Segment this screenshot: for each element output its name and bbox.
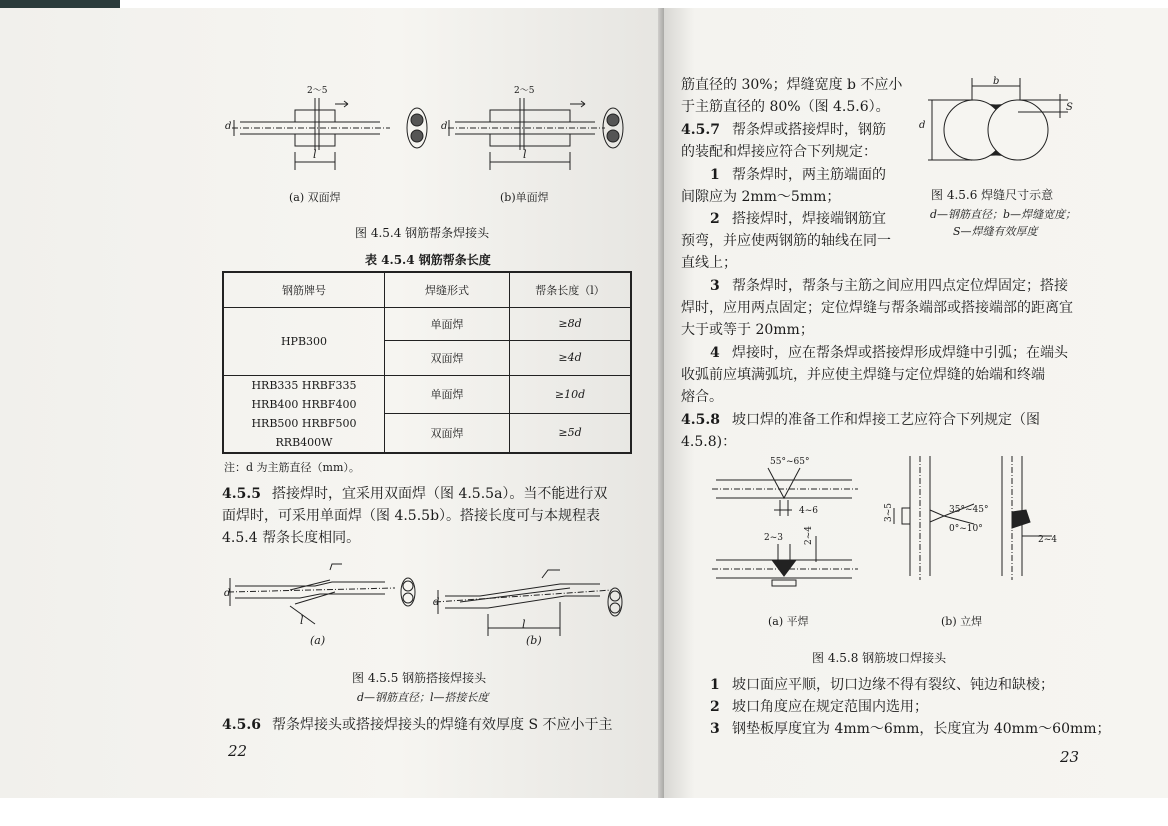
item457-1-line1: 帮条焊时，两主筋端面的 [732,167,886,183]
item457-4-line1: 焊接时，应在帮条焊或搭接焊形成焊缝中引弧；在端头 [732,345,1068,361]
table-header-grade: 钢筋牌号 [223,272,385,307]
item458-2-text: 坡口角度应在规定范围内选用； [732,699,928,715]
fig458-angle-b1: 35°~45° [949,505,989,515]
item458-1-text: 坡口面应平顺，切口边缘不得有裂纹、钝边和缺棱； [732,677,1054,693]
para456-number: 4.5.6 [222,717,261,733]
table-cell-form: 双面焊 [385,414,510,453]
fig458-dim-3-5: 3~5 [884,503,894,522]
fig454-dim-gap-a: 2～5 [307,86,328,96]
item457-4-line3: 熔合。 [681,389,723,405]
fig458-dim-2-3: 2~3 [764,533,783,543]
fig456-label-s: S [1066,102,1073,113]
fig454-caption-b: (b)单面焊 [500,191,549,204]
item457-3-line3: 大于或等于 20mm； [681,322,814,338]
table-grade-line: HRB500 HRBF500 RRB400W [251,416,357,449]
para456-cont-line1: 筋直径的 30%；焊缝宽度 b 不应小 [681,77,903,93]
fig456-label-d: d [919,120,926,131]
fig454-title: 图 4.5.4 钢筋帮条焊接头 [355,226,490,240]
item457-3-line1: 帮条焊时，帮条与主筋之间应用四点定位焊固定；搭接 [732,278,1068,294]
item457-4-number: 4 [710,345,720,361]
item457-3-line2: 焊时，应用两点固定；定位焊缝与帮条端部或搭接端部的距离宜 [681,300,1073,316]
para458-line1: 坡口焊的准备工作和焊接工艺应符合下列规定（图 [732,412,1040,428]
para458-number: 4.5.8 [681,412,720,428]
item458-1-number: 1 [710,677,720,693]
table-cell-form: 双面焊 [385,340,510,375]
fig454-label-d-b: d [441,121,448,132]
table-cell-grade-hrb [223,375,385,453]
page-number-left: 22 [228,742,248,760]
item457-2-line1: 搭接焊时，焊接端钢筋宜 [732,211,886,227]
figure-4-5-6-drawing [918,74,1078,184]
fig454-label-d-a: d [225,121,232,132]
fig454-label-l-b: l [523,148,527,161]
scan-bottom-edge [0,798,1168,826]
fig458-dim-2-4: 2~4 [1038,535,1057,545]
table-header-weld-form: 焊缝形式 [385,272,510,307]
para455-line3: 4.5.4 帮条长度相同。 [222,530,361,546]
page-number-right: 23 [1060,748,1080,766]
fig456-legend1: d—钢筋直径；b—焊缝宽度； [930,208,1077,221]
table-cell-length: ≥8d [510,307,632,340]
fig458-dim-4-6: 4~6 [799,506,818,516]
fig455-label-l-b: l [522,618,526,631]
item458-3-text: 钢垫板厚度宜为 4mm～6mm，长度宜为 40mm～60mm； [732,721,1111,737]
para456-cont-line2: 于主筋直径的 80%（图 4.5.6）。 [681,99,890,115]
para457-line2: 的装配和焊接应符合下列规定： [681,144,877,160]
item458-3-number: 3 [710,721,720,737]
table-rebar-strip-length [222,271,632,454]
para456-text: 帮条焊接头或搭接焊接头的焊缝有效厚度 S 不应小于主 [272,717,613,733]
fig456-title: 图 4.5.6 焊缝尺寸示意 [931,188,1054,202]
fig454-caption-a: (a) 双面焊 [289,191,341,204]
table-cell-form: 单面焊 [385,375,510,414]
para457-number: 4.5.7 [681,122,720,138]
fig455-title: 图 4.5.5 钢筋搭接焊接头 [352,671,487,685]
fig455-caption-b: (b) [526,634,542,647]
fig456-label-b: b [993,76,1000,87]
table-grade-line: HRB335 HRBF335 [251,378,357,392]
table-cell-length: ≥10d [510,375,632,414]
table454-title: 表 4.5.4 钢筋帮条长度 [365,253,491,267]
para455-line2: 面焊时，可采用单面焊（图 4.5.5b）。搭接长度可与本规程表 [222,508,601,524]
para455-line1: 搭接焊时，宜采用双面焊（图 4.5.5a）。当不能进行双 [272,486,608,502]
table-cell-grade-hpb300: HPB300 [223,307,385,375]
item457-3-number: 3 [710,278,720,294]
figure-4-5-8-drawing [712,456,1072,606]
table-grade-line: HRB400 HRBF400 [251,397,357,411]
table454-note: 注：d 为主筋直径（mm）。 [224,461,360,474]
fig458-angle-a: 55°~65° [770,457,810,467]
item458-2-number: 2 [710,699,720,715]
item457-1-number: 1 [710,167,720,183]
figure-4-5-4-drawing [220,80,640,180]
para458-line2: 4.5.8)： [681,434,737,450]
table-cell-length: ≥4d [510,340,632,375]
fig455-legend: d—钢筋直径；l—搭接长度 [357,691,489,704]
para455-number: 4.5.5 [222,486,261,502]
fig455-caption-a: (a) [310,634,326,647]
fig455-label-l-a: l [300,614,304,627]
fig458-caption-a: (a) 平焊 [768,615,809,628]
fig458-angle-b2: 0°~10° [949,524,983,534]
fig455-label-d-b: d [433,597,440,608]
table-cell-length: ≥5d [510,414,632,453]
para457-line1: 帮条焊或搭接焊时，钢筋 [732,122,886,138]
fig454-dim-gap-b: 2～5 [514,86,535,96]
table-cell-form: 单面焊 [385,307,510,340]
fig454-label-l-a: l [313,148,317,161]
fig456-legend2: S—焊缝有效厚度 [953,225,1038,238]
item457-4-line2: 收弧前应填满弧坑，并应使主焊缝与定位焊缝的始端和终端 [681,367,1045,383]
figure-4-5-5-drawing [220,562,640,642]
item457-2-line2: 预弯，并应使两钢筋的轴线在同一 [681,233,891,249]
fig458-caption-b: (b) 立焊 [941,615,983,628]
item457-2-number: 2 [710,211,720,227]
fig458-title: 图 4.5.8 钢筋坡口焊接头 [812,651,947,665]
item457-1-line2: 间隙应为 2mm～5mm； [681,189,841,205]
item457-2-line3: 直线上； [681,255,737,271]
fig455-label-d-a: d [224,588,231,599]
table-header-strip-length: 帮条长度（l） [510,272,632,307]
fig458-dim-2-4-vertical: 2~4 [804,526,814,545]
